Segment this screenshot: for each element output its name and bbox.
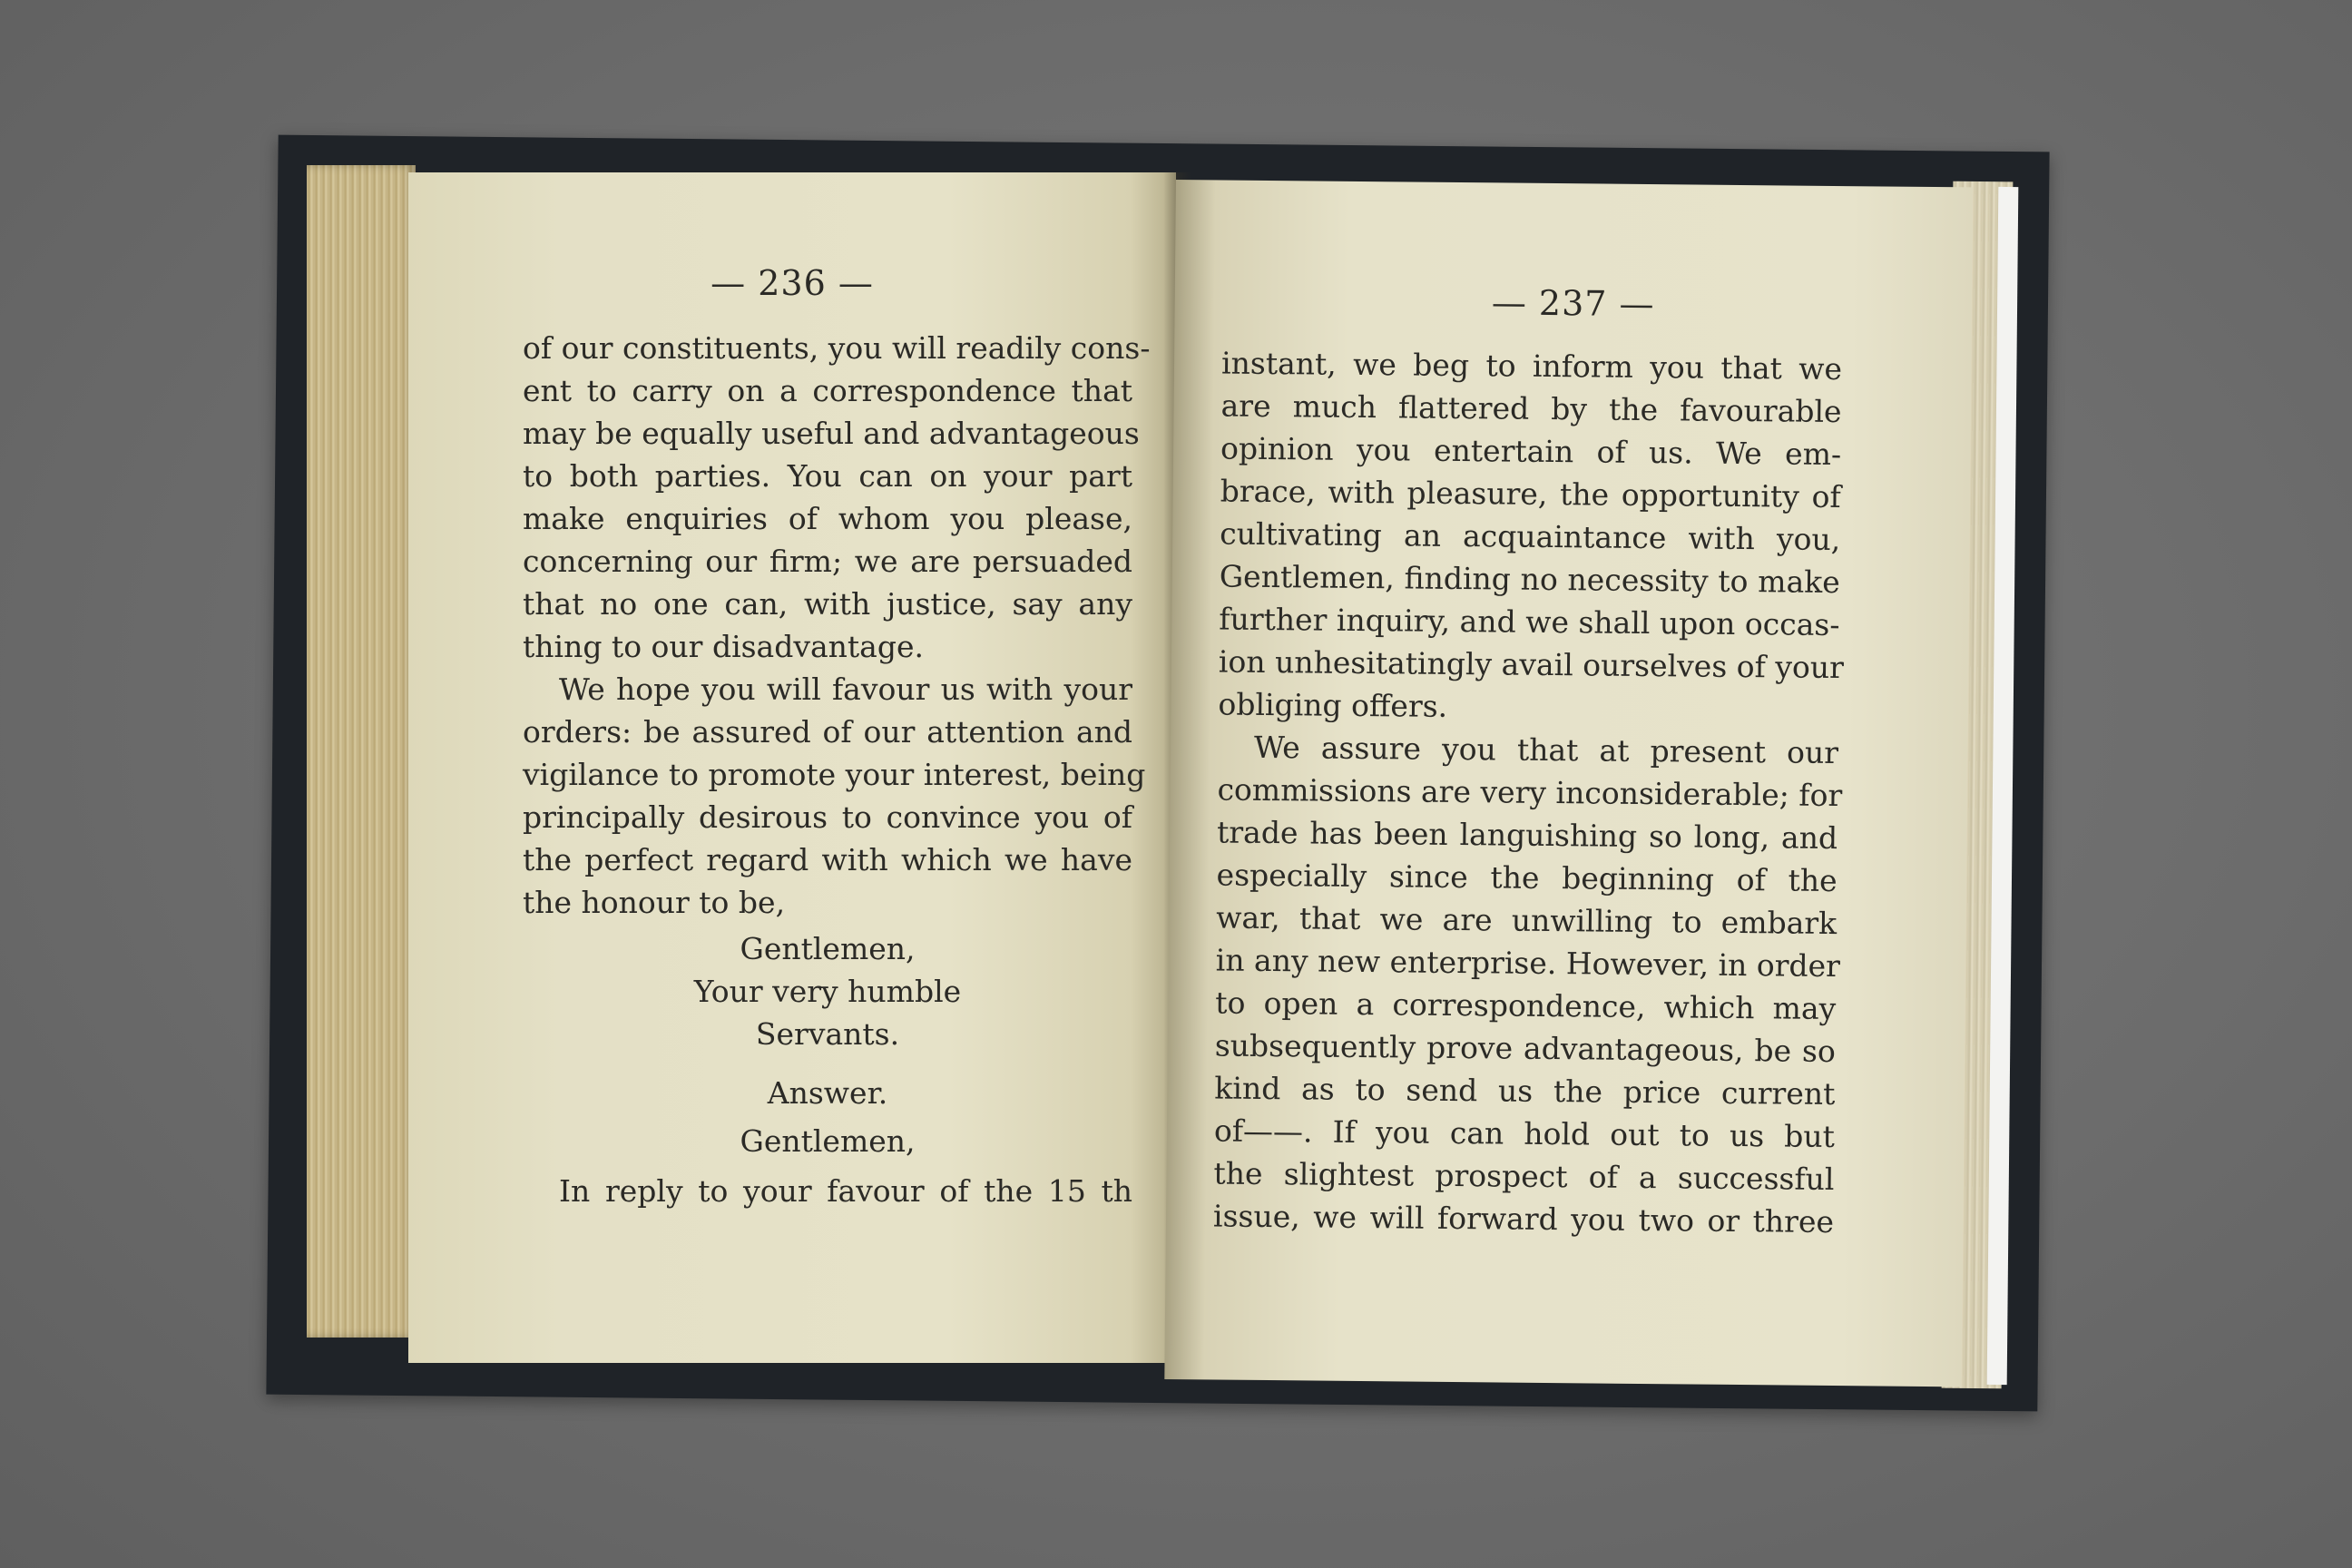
text-line: make enquiries of whom you please, xyxy=(523,501,1132,536)
text-line: to both parties. You can on your part xyxy=(523,458,1132,494)
text-line: the slightest prospect of a successful xyxy=(1213,1155,1835,1198)
text-line: of our constituents, you will readily cons- xyxy=(523,330,1151,366)
closing-line: Your very humble xyxy=(693,974,962,1009)
text-line: issue, we will forward you two or three xyxy=(1212,1198,1835,1240)
salutation: Gentlemen, xyxy=(740,1123,916,1159)
text-line: may be equally useful and advantageous xyxy=(523,416,1140,451)
page-number-left: — 236 — xyxy=(710,263,874,303)
text-line: cultivating an acquaintance with you, xyxy=(1220,515,1841,558)
text-line: In reply to your favour of the 15 th xyxy=(559,1173,1132,1209)
text-line: the honour to be, xyxy=(523,885,786,920)
text-line: of——. If you can hold out to us but xyxy=(1213,1112,1836,1155)
text-line: commissions are very inconsiderable; for xyxy=(1217,771,1843,814)
answer-heading: Answer. xyxy=(767,1075,888,1111)
text-line: orders: be assured of our attention and xyxy=(523,714,1132,750)
right-page-text xyxy=(1212,341,1845,1243)
text-line: subsequently prove advantageous, be so xyxy=(1214,1027,1837,1070)
text-line: Gentlemen, finding no necessity to make xyxy=(1219,558,1840,601)
page-number-right: — 237 — xyxy=(1491,282,1655,325)
text-line: vigilance to promote your interest, being xyxy=(523,757,1146,792)
text-line: We assure you that at present our xyxy=(1253,729,1839,771)
text-line: are much flattered by the favourable xyxy=(1220,387,1842,430)
text-line: the perfect regard with which we have xyxy=(523,842,1132,877)
text-line: further inquiry, and we shall upon occas- xyxy=(1219,601,1840,643)
left-page-text xyxy=(523,327,1151,1212)
text-line: We hope you will favour us with your xyxy=(559,671,1132,707)
text-line: to open a correspondence, which may xyxy=(1215,985,1837,1027)
text-line: obliging offers. xyxy=(1218,686,1448,724)
text-line: thing to our disadvantage. xyxy=(523,629,925,664)
text-line: especially since the beginning of the xyxy=(1216,857,1838,899)
closing-line: Servants. xyxy=(755,1016,900,1052)
right-page xyxy=(1164,180,1973,1387)
left-page xyxy=(408,172,1176,1363)
text-line: principally desirous to convince you of xyxy=(523,799,1132,835)
text-line: brace, with pleasure, the opportunity of xyxy=(1220,473,1841,515)
text-line: trade has been languishing so long, and xyxy=(1216,814,1838,857)
text-line: ion unhesitatingly avail ourselves of your xyxy=(1218,643,1845,686)
text-line: concerning our firm; we are persuaded xyxy=(523,544,1132,579)
text-line: opinion you entertain of us. We em- xyxy=(1220,430,1842,473)
text-line: war, that we are unwilling to embark xyxy=(1216,899,1838,942)
text-line: in any new enterprise. However, in order xyxy=(1215,942,1841,985)
text-line: instant, we beg to inform you that we xyxy=(1220,345,1843,387)
page-edges-left xyxy=(307,165,416,1338)
text-line: kind as to send us the price current xyxy=(1214,1070,1836,1112)
closing-line: Gentlemen, xyxy=(740,931,916,966)
text-line: that no one can, with justice, say any xyxy=(523,586,1132,622)
text-line: ent to carry on a correspondence that xyxy=(523,373,1132,408)
